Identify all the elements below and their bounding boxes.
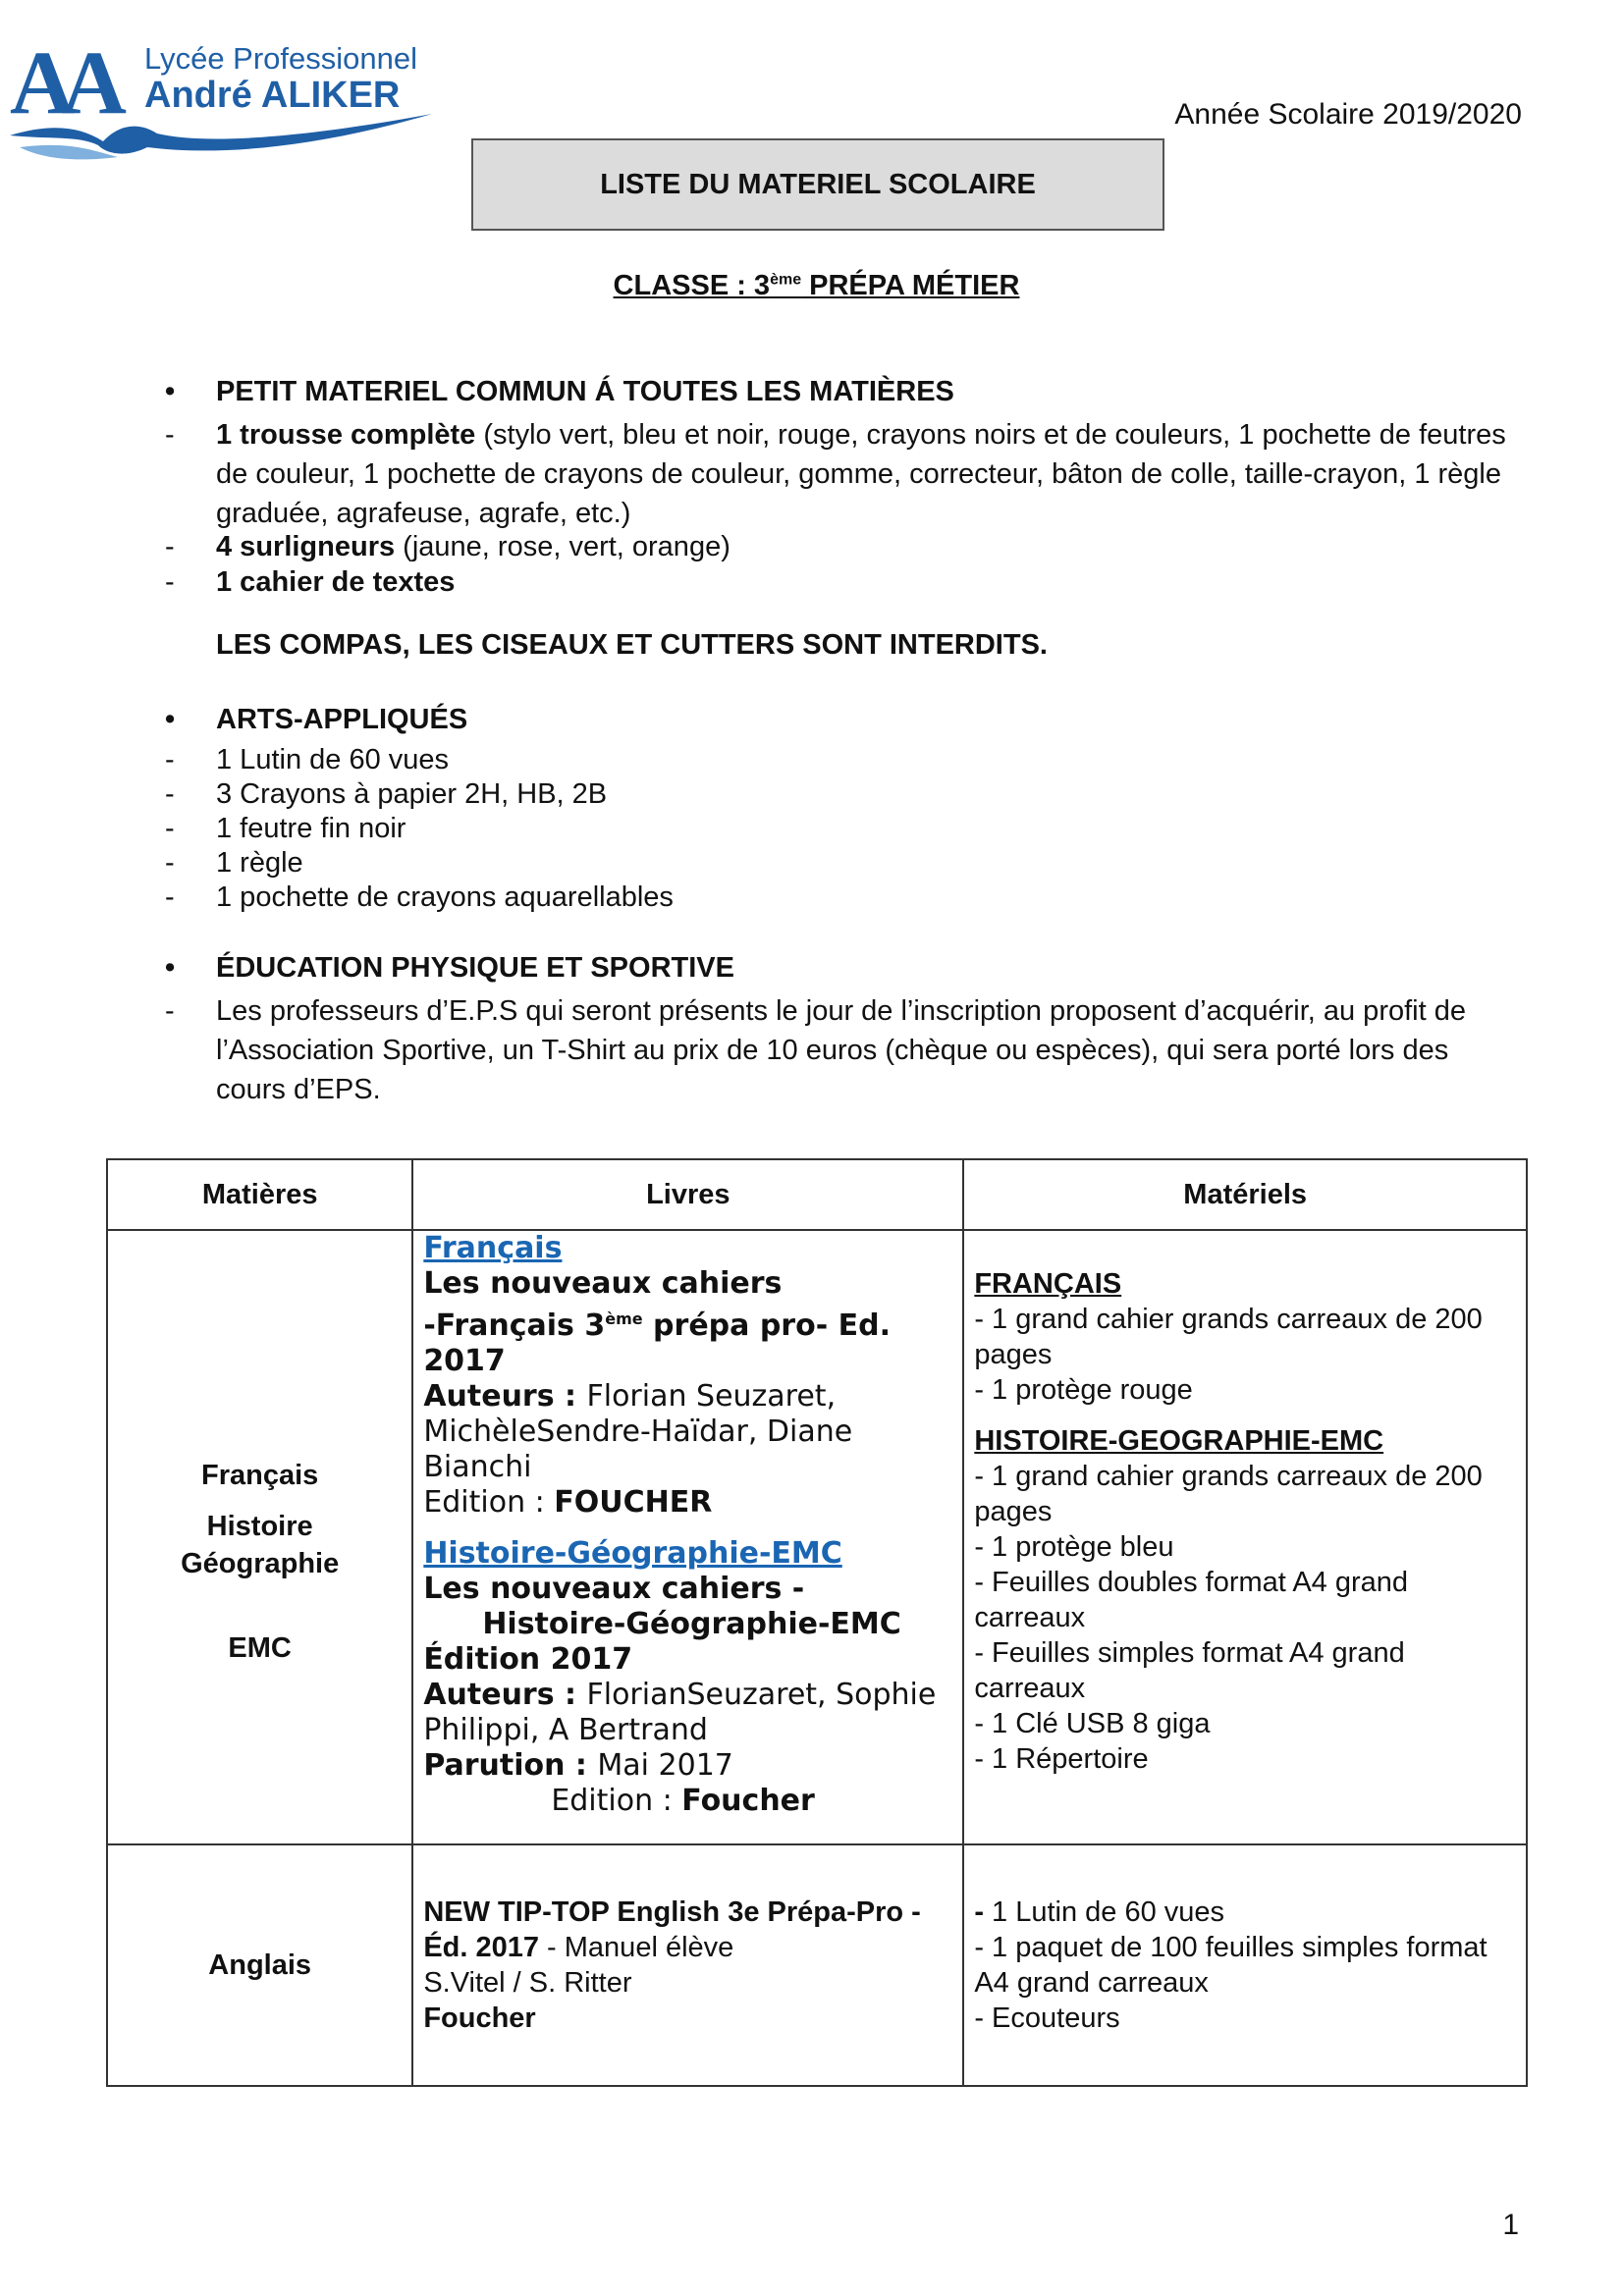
table-header: Livres: [412, 1159, 963, 1230]
logo-line-2: André ALIKER: [144, 75, 401, 116]
table-row: [107, 1230, 1527, 1844]
list-item: - Les professeurs d’E.P.S qui seront présents le jour de l’inscription proposent d’acquérir, au profit de l’Association Sportive, un T-Shirt au prix de 10 euros (chèque ou espèces), qui sera porté lors des cours d’EPS.: [165, 995, 1466, 1105]
logo-monogram: AA: [10, 32, 113, 133]
materiels-cell: - 1 Lutin de 60 vues - 1 paquet de 100 feuilles simples format A4 grand carreaux - Ecouteurs: [963, 1844, 1527, 2086]
materiels-cell: FRANÇAIS - 1 grand cahier grands carreaux de 200 pages - 1 protège rouge HISTOIRE-GEOGRAPHIE-EMC - 1 grand cahier grands carreaux de 200 pages - 1 protège bleu - Feuilles doubles format A4 grand carreaux - Feuilles simples format A4 grand carreaux - 1 Clé USB 8 giga - 1 Répertoire: [963, 1230, 1527, 1844]
section-arts: [0, 704, 1623, 915]
table-row: [107, 1844, 1527, 2086]
table-header-row: [107, 1159, 1527, 1230]
school-year: Année Scolaire 2019/2020: [1174, 98, 1522, 131]
page-number: 1: [1502, 2209, 1519, 2241]
matieres-cell: Français Histoire Géographie EMC: [107, 1230, 412, 1844]
livres-cell: NEW TIP-TOP English 3e Prépa-Pro - Éd. 2017 - Manuel élève S.Vitel / S. Ritter Foucher: [412, 1844, 963, 2086]
list-item: - 1 Lutin de 60 vues: [165, 744, 450, 775]
bullet-icon: •: [165, 704, 176, 735]
list-item: - 1 pochette de crayons aquarellables: [165, 881, 674, 913]
table-header: Matières: [107, 1159, 412, 1230]
section-eps: [0, 952, 1623, 1109]
section-commun: [0, 376, 1623, 662]
logo-line-1: Lycée Professionnel: [144, 41, 418, 76]
list-item: - 1 cahier de textes: [165, 566, 456, 598]
list-item: - 1 feutre fin noir: [165, 813, 406, 844]
section-heading: • ARTS-APPLIQUÉS: [165, 704, 468, 735]
list-item: - 3 Crayons à papier 2H, HB, 2B: [165, 778, 608, 810]
histoire-geographie-link[interactable]: Histoire-Géographie-EMC: [423, 1536, 842, 1571]
list-item: - 1 trousse complète (stylo vert, bleu et noir, rouge, crayons noirs et de couleurs, 1 pochette de feutres de couleur, 1 pochette de crayons de couleur, gomme, correcteur, bâton de colle, taille-crayon, 1 règle graduée, agrafeuse, agrafe, etc.): [165, 419, 1506, 529]
classe-suffix: PRÉPA MÉTIER: [801, 270, 1020, 301]
bullet-icon: •: [165, 376, 176, 407]
francais-link[interactable]: Français: [423, 1231, 563, 1265]
school-logo: [10, 32, 432, 155]
list-item: - 4 surligneurs (jaune, rose, vert, orange): [165, 531, 730, 562]
page-title: [471, 138, 1164, 231]
table-header: Matériels: [963, 1159, 1527, 1230]
classe-sup: ème: [770, 271, 802, 289]
classe-heading: [0, 270, 1623, 302]
logo-wave-icon: [10, 106, 432, 165]
matieres-cell: Anglais: [107, 1844, 412, 2086]
list-item: - 1 règle: [165, 847, 303, 879]
supplies-table: [106, 1158, 1528, 2087]
section-heading: • ÉDUCATION PHYSIQUE ET SPORTIVE: [165, 952, 734, 984]
classe-prefix: CLASSE : 3: [613, 270, 771, 301]
warning-note: LES COMPAS, LES CISEAUX ET CUTTERS SONT INTERDITS.: [216, 629, 1048, 661]
bullet-icon: •: [165, 952, 176, 984]
livres-cell: Français Les nouveaux cahiers -Français 3ème prépa pro- Ed. 2017 Auteurs : Florian Seuzaret, MichèleSendre-Haïdar, Diane Bianchi Edition : FOUCHER Histoire-Géographie-EMC Les nouveaux cahiers - Histoire-Géographie-EMC Édition 2017 Auteurs : FlorianSeuzaret, Sophie Philippi, A Bertrand Parution : Mai 2017 Edition : Foucher: [412, 1230, 963, 1844]
page-title-text: LISTE DU MATERIEL SCOLAIRE: [600, 168, 1036, 200]
section-heading: • PETIT MATERIEL COMMUN Á TOUTES LES MATIÈRES: [165, 376, 954, 407]
